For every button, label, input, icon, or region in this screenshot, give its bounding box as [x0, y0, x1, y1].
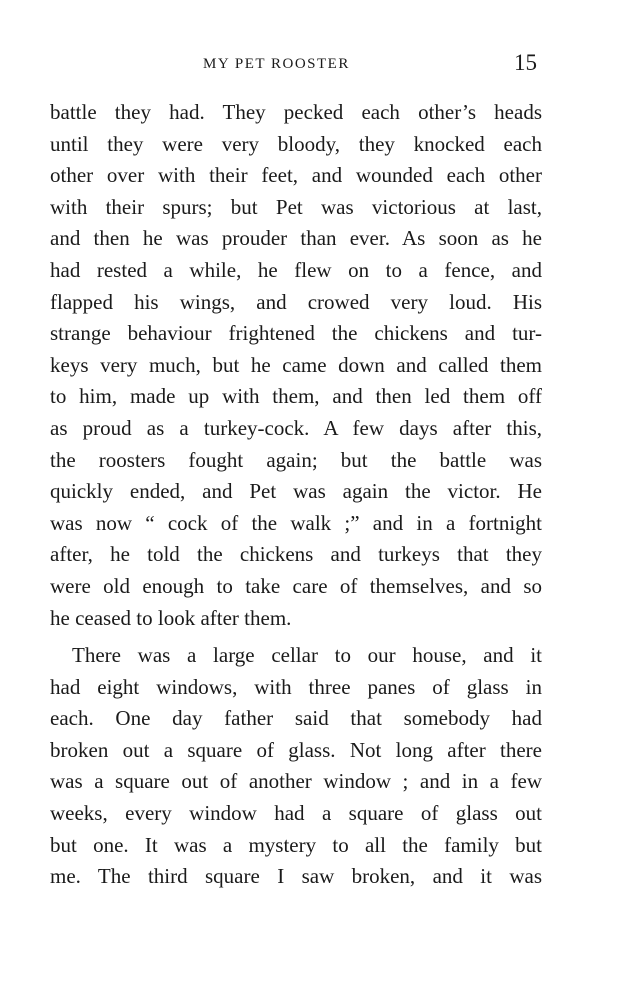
text-line: weeks, every window had a square of glass out: [50, 801, 542, 826]
text-line: flapped his wings, and crowed very loud. His: [50, 289, 542, 314]
page-number: 15: [514, 50, 537, 75]
text-line: other over with their feet, and wounded each other: [50, 163, 542, 188]
text-line: keys very much, but he came down and called them: [50, 352, 542, 377]
text-line: was now “ cock of the walk ;” and in a fortnight: [50, 510, 542, 535]
text-line: he ceased to look after them.: [50, 605, 292, 630]
text-line: strange behaviour frightened the chickens and tur-: [50, 321, 542, 346]
text-line: quickly ended, and Pet was again the victor. He: [50, 479, 542, 504]
text-line: had rested a while, he flew on to a fence, and: [50, 257, 542, 282]
text-line: me. The third square I saw broken, and it was: [50, 864, 542, 889]
text-line: battle they had. They pecked each other’s heads: [50, 100, 542, 124]
paragraph-1: [50, 97, 542, 634]
text-line: the roosters fought again; but the battle was: [50, 447, 542, 472]
text-line: There was a large cellar to our house, and it: [72, 643, 542, 668]
text-line: until they were very bloody, they knocked each: [50, 131, 542, 156]
text-line: had eight windows, with three panes of glass in: [50, 674, 542, 699]
text-line: broken out a square of glass. Not long after there: [50, 737, 542, 762]
paragraph-2: [50, 640, 542, 893]
running-head: [48, 50, 541, 80]
body-text: [50, 97, 542, 893]
text-line: but one. It was a mystery to all the family but: [50, 832, 542, 857]
text-line: each. One day father said that somebody had: [50, 706, 542, 731]
running-title: MY PET ROOSTER: [203, 56, 350, 72]
text-line: was a square out of another window ; and in a few: [50, 769, 542, 794]
text-line: after, he told the chickens and turkeys that they: [50, 542, 542, 567]
text-line: were old enough to take care of themselves, and so: [50, 573, 542, 598]
text-line: with their spurs; but Pet was victorious at last,: [50, 194, 542, 219]
text-line: to him, made up with them, and then led them off: [50, 384, 542, 409]
text-line: as proud as a turkey-cock. A few days after this,: [50, 415, 542, 440]
text-line: and then he was prouder than ever. As soon as he: [50, 226, 542, 251]
